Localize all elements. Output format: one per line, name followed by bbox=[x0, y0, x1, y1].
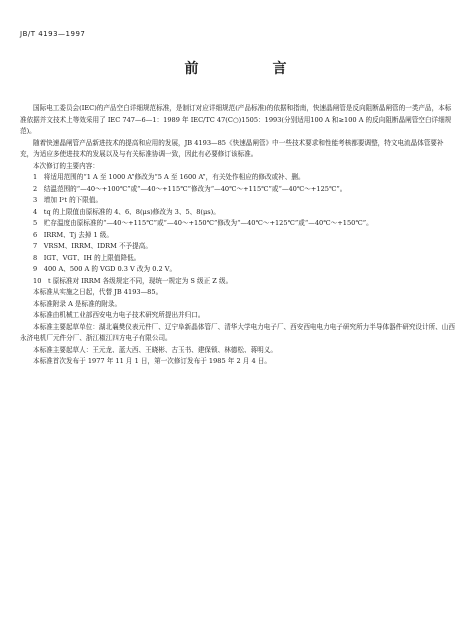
change-item: 2 结温范围的“—40～+100℃”或“—40～+115℃”修改为“—40℃～+115℃”或“—40℃～+125℃”。 bbox=[33, 184, 347, 193]
change-item: 4 tq 的上限值由原标准的 4、6、8(μs)修改为 3、5、8(μs)。 bbox=[33, 207, 220, 216]
paragraph-proposer: 本标准由机械工业部西安电力电子技术研究所提出并归口。 bbox=[33, 311, 205, 319]
paragraph-replaces: 本标准从实施之日起，代替 JB 4193—85。 bbox=[33, 288, 163, 296]
change-item: 5 贮存温度由原标准的“—40～+115℃”或“—40～+150℃”修改为“—40℃～+125℃”或“—40℃～+150℃”。 bbox=[33, 219, 373, 227]
paragraph-history: 本标准首次发布于 1977 年 11 月 1 日，第一次修订发布于 1985 年 2 月 4 日。 bbox=[33, 357, 271, 365]
standard-number: JB/T 4193—1997 bbox=[20, 30, 86, 38]
paragraph-drafters: 本标准主要起草人：王元龙、蓝大西、王晓彬、古玉书、建保锁、林德松、蒋明义。 bbox=[33, 345, 277, 354]
change-item: 9 400 A、500 A 的 VGD 0.3 V 改为 0.2 V。 bbox=[33, 265, 177, 273]
page-title: 前 言 bbox=[184, 61, 317, 77]
change-item: 8 IGT、VGT、IH 的上限值降低。 bbox=[33, 253, 141, 262]
paragraph-background: 国际电工委员会(IEC)的产品空白详细规范标准，是制订对应详细规范(产品标准)的依据和指南，快速晶闸管是反向阻断晶闸管的一类产品，本标准依据并文技术上等效采用了 IEC 747—6—1：1989 年 IEC/TC 47(C○)1505：1993(分别适用100 A 和≥100 A 的反向阻断晶闸管空白详细规范)。 bbox=[20, 104, 452, 135]
paragraph-appendix: 本标准附录 A 是标准的附录。 bbox=[33, 299, 122, 308]
document-body bbox=[20, 103, 456, 368]
paragraph-changes-heading: 本次修订的主要内容： bbox=[33, 161, 99, 170]
change-item: 3 增加 I²t 的下限值。 bbox=[33, 196, 103, 204]
change-item: 7 VRSM、IRRM、IDRM 不予提高。 bbox=[33, 242, 152, 250]
change-item: 6 IRRM、Tj 去掉 1 级。 bbox=[33, 230, 113, 239]
paragraph-drafting-units: 本标准主要起草单位：湖北襄樊仪表元件厂、辽宁阜新晶体管厂、清华大学电力电子厂、西安西电电力电子研究所力半导体器件研究设计所、山西永济电机厂元件分厂、浙江椒江四方电子有限公司。 bbox=[20, 322, 455, 342]
change-item: 10 t 原标准对 IRRM 各级规定不同，现统一规定为 S 级正 Z 级。 bbox=[33, 276, 233, 285]
change-item: 1 将适用范围的“1 A 至 1000 A”修改为“5 A 至 1600 A”，有关处作相应的修改或补、删。 bbox=[33, 173, 305, 181]
paragraph-revision-reason: 随着快速晶闸管产品新进技术的提高和应用的发展，JB 4193—85《快速晶闸管》中一些技术要求和性能考核都要调整，特文电流晶体管要补充，为适应多使进技术的发展以及与有关标准协调一致，因此有必要修订该标准。 bbox=[20, 138, 444, 158]
